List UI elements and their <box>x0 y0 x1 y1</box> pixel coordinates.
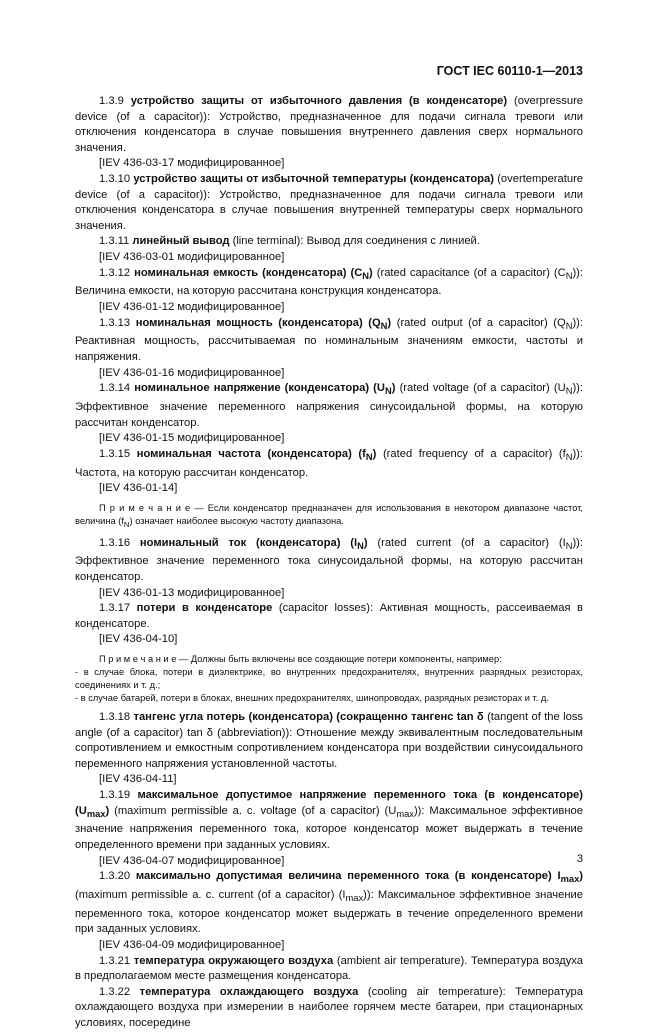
document-body <box>75 94 583 1032</box>
reference-1-3-20: [IEV 436-04-09 модифицированное] <box>99 939 285 952</box>
definition-1-3-20: 1.3.20 максимально допустимая величина переменного тока (в конденсаторе) $I_{max}$) (maximum permissible a. c. current (of a capacitor) $(I_{max})$): Максимальное эффективное значение переменного тока, которое конденсатор может выдержать в течение определенного времени при заданных условиях. <box>75 870 583 936</box>
definition-1-3-16: 1.3.16 номинальный ток (конденсатора) $(I_N)$ (rated current (of a capacitor) $(I_N)$): Эффективное значение переменного тока синусоидальной формы, на которую рассчитан конденсатор. <box>75 536 583 584</box>
definition-1-3-21: 1.3.21 температура окружающего воздуха (ambient air temperature). Температура воздуха в предполагаемом месте размещения конденсатора. <box>75 954 583 983</box>
definition-1-3-12: 1.3.12 номинальная емкость (конденсатора) $(C_N)$ (rated capacitance (of a capacitor) $(C_N)$): Величина емкости, на которую рассчитана конструкция конденсатора. <box>75 266 584 298</box>
definition-1-3-18: 1.3.18 тангенс угла потерь (конденсатора) (сокращенно тангенс tan δ (tangent of the loss angle (of a capacitor) tan δ (abbreviation)): Отношение между эквивалентным последовательным сопротивлением и емкостным сопротивлением конденсатора при воздействии синусоидального переменного напряжения установленной частоты. <box>75 711 584 770</box>
page-number: 3 <box>576 853 583 865</box>
note-frequency-range: П р и м е ч а н и е — Если конденсатор предназначен для использования в некотором диапазоне частот, величина $(f_N)$ означает наиболее высокую частоту диапазона. <box>75 502 583 529</box>
definition-1-3-19: 1.3.19 максимальное допустимое напряжение переменного тока (в конденсаторе) $(U_{max})$ (maximum permissible a. c. voltage (of a capacitor) $(U_{max})$): Максимальное эффективное значение напряжения переменного тока, которое конденсатор может выдержать в течение определенного времени при заданных условиях. <box>75 789 584 852</box>
reference-1-3-12: [IEV 436-01-12 модифицированное] <box>99 300 285 313</box>
definition-1-3-14: 1.3.14 номинальное напряжение (конденсатора) $(U_N)$ (rated voltage (of a capacitor) $(U_N)$): Эффективное значение переменного напряжения синусоидальной формы, на которую рассчитан конденсатор. <box>75 382 583 429</box>
definition-1-3-9: 1.3.9 устройство защиты от избыточного давления (в конденсаторе) (overpressure device (of a capacitor)): Устройство, предназначенное для подачи сигнала тревоги или отключения конденсатора в случае повышения внутреннего давления сверх нормального значения. <box>75 95 584 154</box>
definition-1-3-13: 1.3.13 номинальная мощность (конденсатора) $(Q_N)$ (rated output (of a capacitor) $(Q_N)$): Реактивная мощность, рассчитываемая по номинальным значениям емкости, частоты и напряжения. <box>75 316 584 363</box>
definition-1-3-17: 1.3.17 потери в конденсаторе (capacitor losses): Активная мощность, рассеиваемая в конденсаторе. <box>75 602 584 630</box>
document-code-header: ГОСТ IEC 60110-1—2013 <box>436 64 583 78</box>
reference-1-3-17: [IEV 436-04-10] <box>99 633 178 646</box>
definition-1-3-15: 1.3.15 номинальная частота (конденсатора) $(f_N)$ (rated frequency of a capacitor) $(f_N)$): Частота, на которую рассчитан конденсатор. <box>75 447 584 479</box>
reference-1-3-15: [IEV 436-01-14] <box>99 482 178 495</box>
definition-1-3-10: 1.3.10 устройство защиты от избыточной температуры (конденсатора) (overtemperature device (of a capacitor)): Устройство, предназначенное для подачи сигнала тревоги или отключения конденсатора в случае повышения внутренней температуры сверх нормального значения. <box>75 172 584 232</box>
definition-1-3-11: 1.3.11 линейный вывод (line terminal): Вывод для соединения с линией. <box>99 235 480 248</box>
reference-1-3-14: [IEV 436-01-15 модифицированное] <box>99 432 285 445</box>
reference-1-3-13: [IEV 436-01-16 модифицированное] <box>99 366 285 379</box>
note-loss-components: П р и м е ч а н и е — Должны быть включены все создающие потери компоненты, например: <box>99 654 502 665</box>
note-item-block: - в случае блока, потери в диэлектрике, во внутренних предохранителях, внутренних разрядных резисторах, соединениях и т. д.; <box>75 667 583 691</box>
reference-1-3-19: [IEV 436-04-07 модифицированное] <box>99 854 285 867</box>
reference-1-3-9: [IEV 436-03-17 модифицированное] <box>99 157 285 170</box>
note-item-battery: - в случае батарей, потери в блоках, внешних предохранителях, шинопроводах, разрядных резисторах и т. д. <box>75 693 549 704</box>
reference-1-3-18: [IEV 436-04-11] <box>99 773 177 786</box>
reference-1-3-16: [IEV 436-01-13 модифицированное] <box>99 586 285 599</box>
definition-1-3-22: 1.3.22 температура охлаждающего воздуха (cooling air temperature): Температура охлаждающего воздуха при измерении в наиболее горячем месте батареи, при стационарных условиях, посередине <box>75 985 583 1030</box>
reference-1-3-11: [IEV 436-03-01 модифицированное] <box>99 250 285 263</box>
